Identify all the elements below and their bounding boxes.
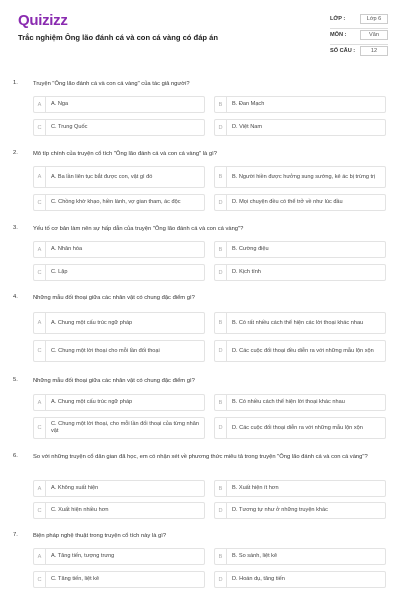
option-letter: A <box>34 313 46 333</box>
question-number: 3. <box>13 225 18 231</box>
option-a[interactable] <box>33 96 205 113</box>
option-letter: B <box>215 242 227 257</box>
option-text: C. Chung một lời thoại cho mỗi lần đối thoại <box>51 347 160 354</box>
option-b[interactable] <box>214 241 386 258</box>
option-d[interactable] <box>214 194 386 211</box>
meta-count-value: 12 <box>360 46 388 56</box>
option-text: C. Trung Quốc <box>51 124 88 130</box>
option-letter: C <box>34 341 46 361</box>
question-number: 5. <box>13 377 18 383</box>
option-letter: C <box>34 418 46 438</box>
option-letter: C <box>34 120 46 135</box>
worksheet-title: Trắc nghiệm Ông lão đánh cá và con cá vàng có đáp án <box>18 33 219 42</box>
option-text: B. Đan Mạch <box>232 101 265 107</box>
option-text: C. Chung một lời thoại, cho mỗi lần đối thoại của từng nhân vật <box>51 421 199 434</box>
option-b[interactable] <box>214 312 386 334</box>
option-d[interactable] <box>214 502 386 519</box>
option-letter: A <box>34 395 46 410</box>
meta-subject-value: Văn <box>360 30 388 40</box>
option-text: B. So sánh, liệt kê <box>232 553 278 559</box>
option-letter: C <box>34 572 46 587</box>
option-text: B. Người hiền được hưởng sung sướng, kẻ ác bị trừng trị <box>232 173 376 180</box>
option-text: A. Ba lần liên tục bắt được con, vật gì đó <box>51 173 153 180</box>
meta-grade-label: LỚP : <box>330 16 346 22</box>
option-text: A. Không xuất hiện <box>51 485 99 491</box>
option-text: C. Lặp <box>51 269 68 275</box>
option-d[interactable] <box>214 119 386 136</box>
question-text: Những mẫu đối thoại giữa các nhân vật có chung đặc điểm gì? <box>33 295 195 301</box>
option-letter: C <box>34 503 46 518</box>
option-b[interactable] <box>214 166 386 188</box>
option-text: A. Nhân hóa <box>51 246 83 252</box>
option-d[interactable] <box>214 417 386 439</box>
meta-divider <box>330 28 388 29</box>
option-text: D. Các cuộc đối thoại diễn ra với những mẫu lộn xộn <box>232 424 363 431</box>
option-b[interactable] <box>214 480 386 497</box>
option-d[interactable] <box>214 264 386 281</box>
option-a[interactable] <box>33 480 205 497</box>
option-letter: D <box>215 120 227 135</box>
option-b[interactable] <box>214 394 386 411</box>
option-text: D. Tương tự như ở những truyện khác <box>232 507 328 513</box>
option-letter: A <box>34 242 46 257</box>
option-letter: C <box>34 265 46 280</box>
option-text: D. Hoán dụ, tăng tiến <box>232 576 285 582</box>
option-letter: B <box>215 481 227 496</box>
option-text: B. Có rất nhiều cách thể hiện các lời thoại khác nhau <box>232 319 364 326</box>
option-c[interactable] <box>33 571 205 588</box>
option-letter: A <box>34 167 46 187</box>
option-letter: A <box>34 97 46 112</box>
worksheet-header <box>0 0 400 66</box>
question-number: 2. <box>13 150 18 156</box>
option-letter: B <box>215 313 227 333</box>
meta-subject-label: MÔN : <box>330 32 347 38</box>
question-text: Yếu tố cơ bản làm nên sự hấp dẫn của truyện "Ông lão đánh cá và con cá vàng"? <box>33 226 244 232</box>
quizizz-logo[interactable]: Quizizz <box>18 12 68 29</box>
option-text: B. Có nhiều cách thể hiện lời thoại khác nhau <box>232 399 345 405</box>
question-text: Những mẫu đối thoại giữa các nhân vật có chung đặc điểm gì? <box>33 378 195 384</box>
meta-grade-value: Lớp 6 <box>360 14 388 24</box>
question-number: 1. <box>13 80 18 86</box>
question-text: Biện pháp nghệ thuật trong truyện cổ tích này là gì? <box>33 533 167 539</box>
option-text: C. Chồng khờ khạo, hiền lành, vợ gian tham, ác độc <box>51 199 181 205</box>
meta-divider <box>330 44 388 45</box>
option-a[interactable] <box>33 548 205 565</box>
option-text: C. Tăng tiến, liệt kê <box>51 576 100 582</box>
option-b[interactable] <box>214 548 386 565</box>
option-text: D. Mọi chuyện đều có thể trở về như lúc đầu <box>232 199 343 205</box>
question-text: Mô típ chính của truyện cổ tích "Ông lão đánh cá và con cá vàng" là gì? <box>33 151 217 157</box>
option-letter: D <box>215 503 227 518</box>
option-text: D. Kịch tính <box>232 269 261 275</box>
option-letter: A <box>34 549 46 564</box>
option-letter: B <box>215 395 227 410</box>
option-c[interactable] <box>33 417 205 439</box>
option-letter: C <box>34 195 46 210</box>
question-number: 4. <box>13 294 18 300</box>
option-letter: B <box>215 549 227 564</box>
option-c[interactable] <box>33 194 205 211</box>
option-text: C. Xuất hiện nhiều hơn <box>51 507 109 513</box>
option-letter: D <box>215 418 227 438</box>
option-c[interactable] <box>33 502 205 519</box>
option-d[interactable] <box>214 571 386 588</box>
option-letter: B <box>215 167 227 187</box>
question-number: 7. <box>13 532 18 538</box>
option-text: D. Các cuộc đối thoại đều diễn ra với những mẫu lộn xộn <box>232 347 374 354</box>
option-a[interactable] <box>33 312 205 334</box>
option-text: B. Cường điệu <box>232 246 269 252</box>
option-text: A. Chung một cấu trúc ngữ pháp <box>51 399 133 405</box>
option-b[interactable] <box>214 96 386 113</box>
option-a[interactable] <box>33 394 205 411</box>
option-letter: D <box>215 265 227 280</box>
option-c[interactable] <box>33 340 205 362</box>
option-a[interactable] <box>33 166 205 188</box>
option-text: A. Chung một cấu trúc ngữ pháp <box>51 319 133 326</box>
option-letter: D <box>215 341 227 361</box>
option-text: D. Việt Nam <box>232 124 263 130</box>
option-letter: A <box>34 481 46 496</box>
meta-count-label: SỐ CÂU : <box>330 48 356 54</box>
question-number: 6. <box>13 453 18 459</box>
option-text: A. Tăng tiến, tượng trưng <box>51 553 115 559</box>
option-text: A. Nga <box>51 101 69 107</box>
option-text: B. Xuất hiện ít hơn <box>232 485 279 491</box>
option-letter: B <box>215 97 227 112</box>
option-letter: D <box>215 572 227 587</box>
option-c[interactable] <box>33 119 205 136</box>
option-a[interactable] <box>33 241 205 258</box>
option-d[interactable] <box>214 340 386 362</box>
option-c[interactable] <box>33 264 205 281</box>
question-text: So với những truyện cổ dân gian đã học, em có nhận xét về phương thức miêu tả trong truyện "Ông lão đánh cá và con cá vàng"? <box>33 454 368 460</box>
option-letter: D <box>215 195 227 210</box>
question-text: Truyện "Ông lão đánh cá và con cá vàng" của tác giả người? <box>33 81 190 87</box>
